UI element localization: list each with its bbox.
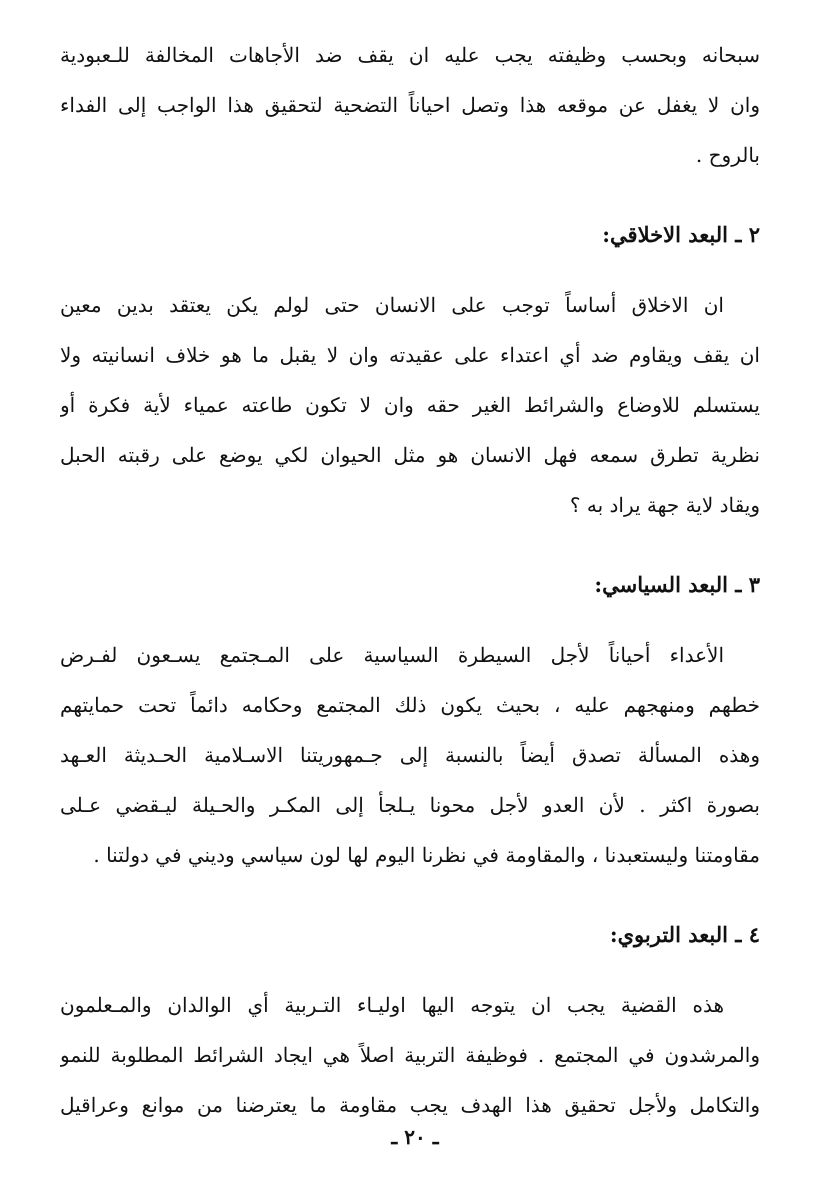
text-line: هذه القضية يجب ان يتوجه اليها اوليـاء التـربية أي الوالدان والمـعلمون — [60, 993, 724, 1017]
section-educational — [60, 910, 760, 1130]
section-heading: ٢ ـ البعد الاخلاقي: — [602, 222, 760, 247]
text-line: ويقاد لاية جهة يراد به ؟ — [569, 493, 760, 517]
section-political — [60, 560, 760, 880]
text-line: نظرية تطرق سمعه فهل الانسان هو مثل الحيوان لكي يوضع على رقبته الحبل — [60, 443, 760, 467]
page-number: ـ ٢٠ ـ — [391, 1125, 439, 1149]
text-line: ان يقف ويقاوم ضد أي اعتداء على عقيدته وان لا يقبل ما هو خلاف انسانيته ولا — [60, 343, 760, 367]
intro-paragraph — [60, 30, 760, 180]
section-heading: ٣ ـ البعد السياسي: — [594, 572, 760, 597]
text-line: والمرشدون في المجتمع . فوظيفة التربية اصلاً هي ايجاد الشرائط المطلوبة للنمو — [60, 1043, 760, 1067]
text-line: والتكامل ولأجل تحقيق هذا الهدف يجب مقاومة ما يعترضنا من موانع وعراقيل — [60, 1093, 760, 1117]
page-body — [60, 30, 760, 1130]
text-line: وهذه المسألة تصدق أيضاً بالنسبة إلى جـمهوريتنا الاسـلامية الحـديثة العـهد — [60, 743, 760, 767]
section-heading: ٤ ـ البعد التربوي: — [609, 922, 760, 947]
text-line: بالروح . — [695, 143, 760, 167]
text-line: يستسلم للاوضاع والشرائط الغير حقه وان لا تكون طاعته عمياء لأية فكرة أو — [60, 393, 760, 417]
text-line: سبحانه وبحسب وظيفته يجب عليه ان يقف ضد الأجاهات المخالفة للـعبودية — [60, 43, 760, 67]
text-line: وان لا يغفل عن موقعه هذا وتصل احياناً التضحية لتحقيق هذا الواجب إلى الفداء — [60, 93, 760, 117]
text-line: خطهم ومنهجهم عليه ، بحيث يكون ذلك المجتمع وحكامه دائماً تحت حمايتهم — [60, 693, 760, 717]
text-line: بصورة اكثر . لأن العدو لأجل محونا يـلجأ إلى المكـر والحـيلة ليـقضي عـلى — [60, 793, 760, 817]
text-line: مقاومتنا وليستعبدنا ، والمقاومة في نظرنا اليوم لها لون سياسي وديني في دولتنا . — [93, 843, 760, 867]
section-ethical — [60, 210, 760, 530]
text-line: ان الاخلاق أساساً توجب على الانسان حتى لولم يكن يعتقد بدين معين — [60, 293, 724, 317]
text-line: الأعداء أحياناً لأجل السيطرة السياسية على المـجتمع يسـعون لفـرض — [60, 643, 724, 667]
